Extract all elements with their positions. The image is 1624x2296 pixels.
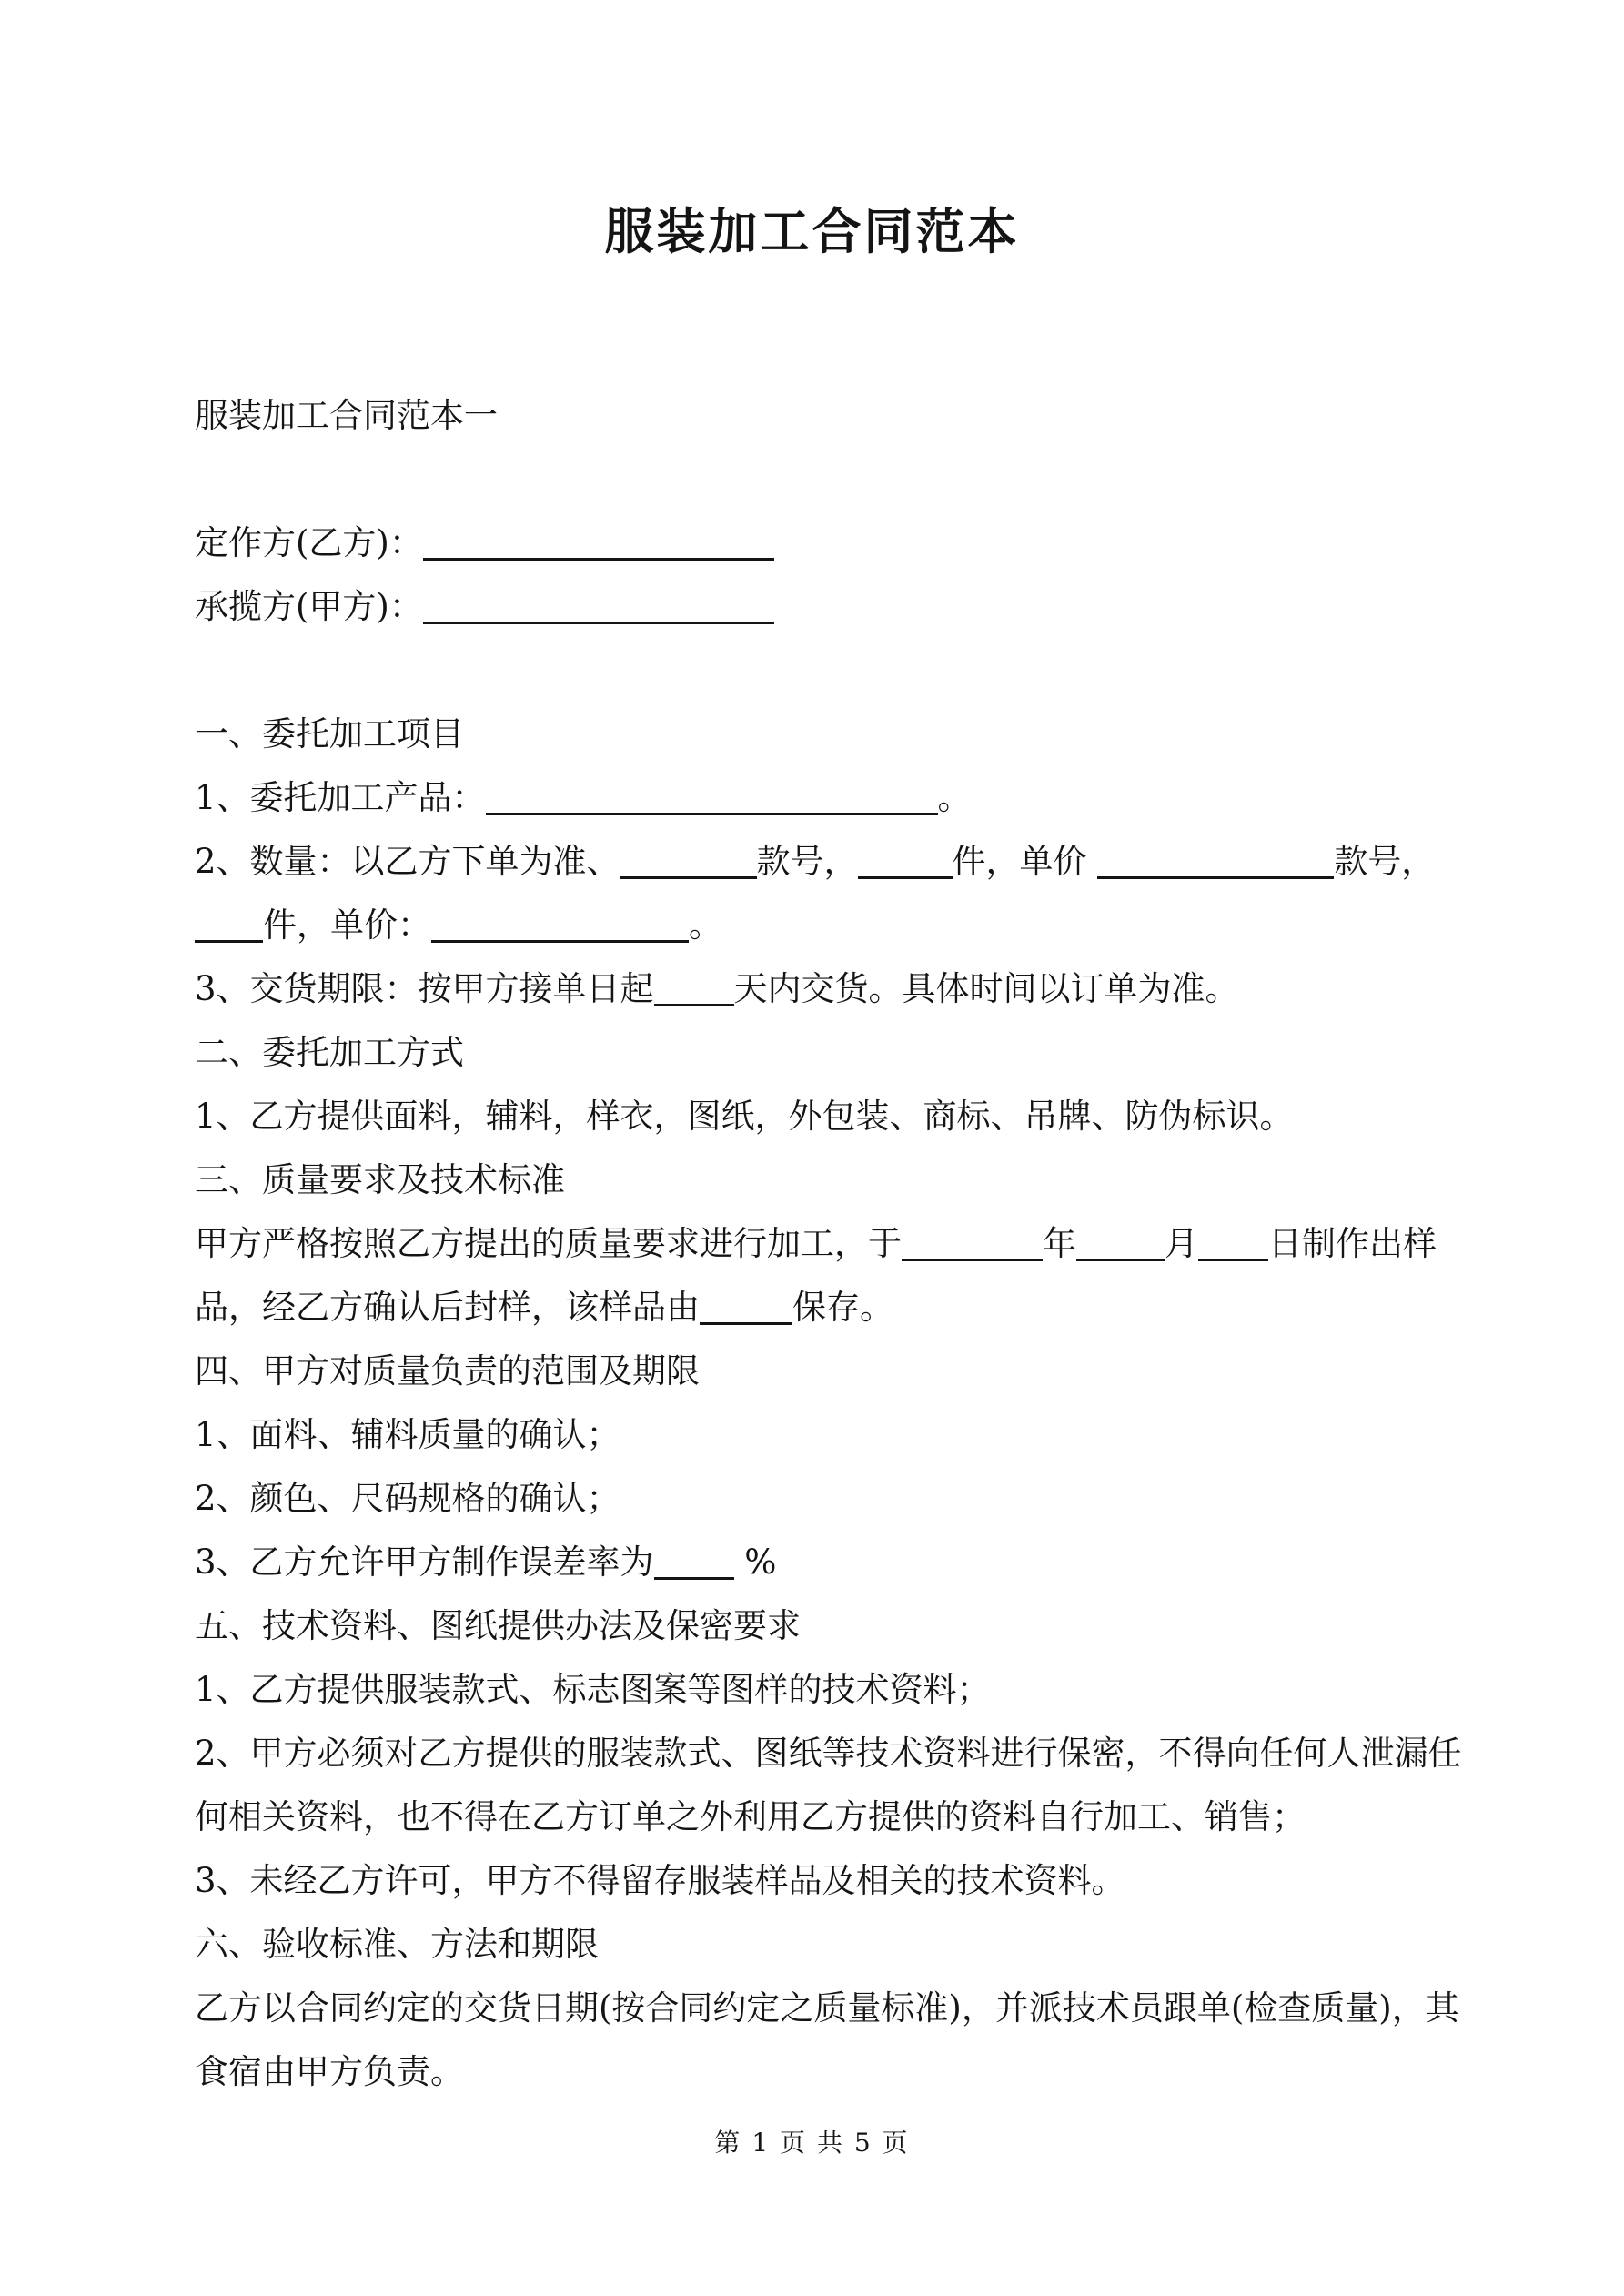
contract-line [195, 2040, 1468, 2104]
contract-text: 件，单价： [263, 905, 431, 945]
contract-line [195, 1340, 1468, 1403]
contract-line [195, 1467, 1468, 1531]
contract-text: 品，经乙方确认后封样，该样品由 [195, 1288, 700, 1327]
contract-text: 3、未经乙方许可，甲方不得留存服装样品及相关的技术资料。 [195, 1861, 1125, 1900]
contract-line [195, 830, 1468, 894]
contract-line [195, 1403, 1468, 1467]
contract-text: 天内交货。具体时间以订单为准。 [733, 969, 1239, 1008]
contract-text: 2、甲方必须对乙方提供的服装款式、图纸等技术资料进行保密，不得向任何人泄漏任 [195, 1734, 1462, 1773]
contract-text: 。 [937, 778, 972, 817]
contract-text: 定作方(乙方)： [195, 523, 423, 562]
fill-in-blank [902, 1225, 1043, 1261]
fill-in-blank [195, 906, 263, 943]
contract-text: 1、乙方提供服装款式、标志图案等图样的技术资料； [195, 1670, 991, 1709]
fill-in-blank [423, 588, 774, 624]
contract-text: 1、乙方提供面料，辅料，样衣，图纸，外包装、商标、吊牌、防伪标识。 [195, 1097, 1294, 1136]
document-title: 服装加工合同范本 [604, 202, 1020, 260]
contract-text: 承揽方(甲方)： [195, 587, 423, 626]
contract-text: 食宿由甲方负责。 [195, 2052, 464, 2091]
fill-in-blank [1076, 1225, 1165, 1261]
contract-text: 甲方严格按照乙方提出的质量要求进行加工，于 [195, 1224, 902, 1263]
contract-line [195, 1977, 1468, 2040]
contract-line [195, 1276, 1468, 1340]
contract-text: 2、数量：以乙方下单为准、 [195, 842, 620, 881]
contract-text: 一、委托加工项目 [195, 714, 464, 754]
fill-in-blank [1097, 843, 1334, 879]
contract-text: 月 [1165, 1224, 1198, 1263]
fill-in-blank [431, 906, 689, 943]
contract-text: 款号， [756, 842, 858, 881]
contract-line [195, 1594, 1468, 1658]
contract-text: 乙方以合同约定的交货日期(按合同约定之质量标准)，并派技术员跟单(检查质量)，其 [195, 1988, 1459, 2028]
contract-line [195, 448, 1468, 511]
contract-line [195, 703, 1468, 766]
contract-line [195, 1722, 1468, 1785]
contract-text: 四、甲方对质量负责的范围及期限 [195, 1351, 700, 1391]
contract-line [195, 575, 1468, 639]
contract-line [195, 1531, 1468, 1594]
fill-in-blank [654, 970, 734, 1006]
contract-line [195, 957, 1468, 1021]
contract-line [195, 1849, 1468, 1913]
fill-in-blank [486, 779, 938, 815]
contract-text: 3、交货期限：按甲方接单日起 [195, 969, 654, 1008]
contract-text: 保存。 [792, 1288, 893, 1327]
contract-text: 2、颜色、尺码规格的确认； [195, 1479, 620, 1518]
contract-body [195, 384, 1468, 2104]
fill-in-blank [620, 843, 757, 879]
contract-line [195, 1148, 1468, 1212]
contract-text: 二、委托加工方式 [195, 1033, 464, 1072]
contract-text: 服装加工合同范本一 [195, 396, 498, 435]
contract-line [195, 1021, 1468, 1085]
contract-text: 1、委托加工产品： [195, 778, 486, 817]
fill-in-blank [1198, 1225, 1268, 1261]
contract-line [195, 894, 1468, 957]
contract-line [195, 511, 1468, 575]
fill-in-blank [654, 1543, 734, 1580]
contract-text: 3、乙方允许甲方制作误差率为 [195, 1542, 654, 1582]
contract-text: 件，单价 [952, 842, 1098, 881]
contract-line [195, 639, 1468, 703]
contract-text: 三、质量要求及技术标准 [195, 1160, 565, 1199]
contract-text: % [733, 1542, 777, 1582]
fill-in-blank [700, 1289, 792, 1325]
contract-text: 1、面料、辅料质量的确认； [195, 1415, 620, 1454]
contract-text: 六、验收标准、方法和期限 [195, 1925, 599, 1964]
fill-in-blank [423, 524, 774, 561]
contract-text: 年 [1043, 1224, 1076, 1263]
fill-in-blank [858, 843, 953, 879]
contract-text: 。 [689, 905, 722, 945]
contract-line [195, 1085, 1468, 1148]
contract-line [195, 384, 1468, 448]
contract-line [195, 1658, 1468, 1722]
contract-line [195, 1212, 1468, 1276]
page-footer: 第 1 页 共 5 页 [714, 2128, 910, 2158]
contract-text: 日制作出样 [1268, 1224, 1437, 1263]
contract-line [195, 1785, 1468, 1849]
contract-line [195, 1913, 1468, 1977]
contract-text: 五、技术资料、图纸提供办法及保密要求 [195, 1606, 801, 1645]
contract-line [195, 766, 1468, 830]
contract-text: 何相关资料，也不得在乙方订单之外利用乙方提供的资料自行加工、销售； [195, 1797, 1306, 1836]
contract-text: 款号， [1334, 842, 1436, 881]
